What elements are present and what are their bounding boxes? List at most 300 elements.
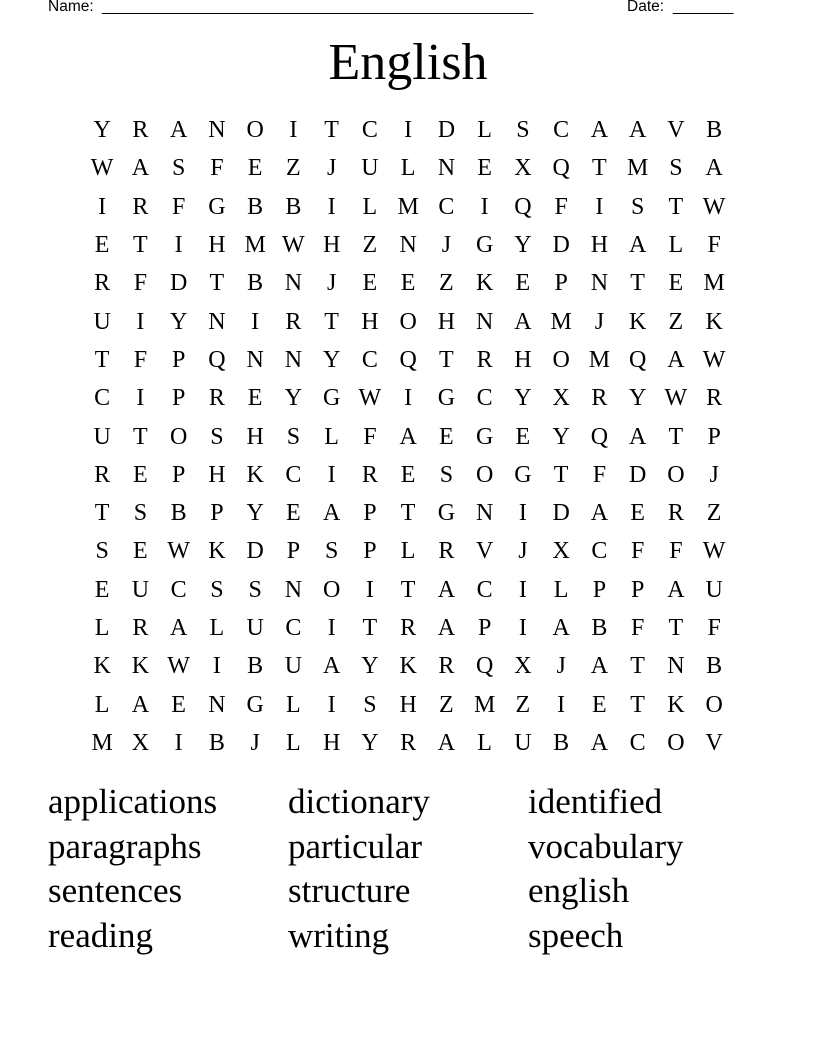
grid-letter: R (94, 270, 111, 297)
grid-letter: G (437, 500, 456, 527)
grid-letter: R (591, 385, 608, 412)
word-bank-item: reading (48, 916, 153, 956)
grid-letter: C (476, 385, 493, 412)
grid-row (83, 685, 733, 723)
grid-letter: I (289, 117, 298, 144)
grid-letter: E (247, 385, 263, 412)
grid-letter: Y (361, 653, 379, 680)
grid-letter: B (706, 653, 723, 680)
grid-letter: G (322, 385, 341, 412)
grid-letter: K (705, 308, 723, 335)
grid-letter: O (475, 461, 494, 488)
grid-letter: C (361, 346, 378, 373)
word-bank-item: applications (48, 782, 218, 821)
grid-letter: W (702, 538, 726, 565)
grid-letter: F (592, 461, 607, 488)
grid-letter: Q (590, 423, 609, 450)
word-bank-item: english (528, 871, 630, 911)
grid-letter: O (667, 461, 685, 488)
grid-letter: Z (439, 691, 454, 718)
grid-letter: J (556, 653, 566, 680)
grid-letter: L (324, 423, 339, 450)
grid-letter: D (552, 232, 570, 259)
grid-letter: P (363, 538, 377, 565)
grid-letter: S (248, 576, 262, 603)
grid-letter: E (515, 423, 531, 450)
grid-letter: T (362, 615, 378, 641)
grid-letter: P (363, 500, 377, 527)
grid-letter: G (475, 423, 494, 450)
grid-letter: S (439, 461, 454, 488)
grid-letter: J (594, 308, 605, 335)
grid-letter: Y (361, 729, 379, 756)
grid-letter: Z (362, 232, 378, 259)
grid-letter: R (361, 461, 378, 488)
grid-letter: W (358, 385, 382, 412)
grid-letter: R (132, 193, 149, 220)
grid-row (83, 532, 733, 570)
grid-letter: Y (514, 385, 532, 412)
grid-letter: P (707, 423, 721, 450)
grid-letter: A (514, 308, 532, 335)
grid-letter: I (365, 576, 374, 603)
grid-letter: C (591, 538, 608, 565)
grid-letter: T (592, 155, 607, 182)
grid-letter: J (250, 729, 260, 756)
grid-letter: B (208, 729, 225, 756)
grid-letter: C (285, 615, 302, 641)
grid-letter: Y (628, 385, 647, 412)
grid-letter: O (399, 308, 417, 335)
name-label: Name: (48, 0, 94, 15)
grid-letter: A (437, 615, 456, 641)
grid-letter: S (630, 193, 645, 220)
grid-letter: B (247, 653, 264, 680)
grid-letter: P (592, 576, 607, 603)
grid-letter: T (400, 500, 416, 527)
word-bank-item: speech (528, 916, 624, 956)
grid-letter: R (706, 385, 723, 412)
grid-letter: L (362, 193, 378, 220)
grid-letter: I (518, 500, 527, 527)
grid-letter: E (630, 500, 645, 527)
grid-letter: A (628, 117, 647, 144)
grid-letter: N (475, 308, 494, 335)
grid-letter: U (514, 729, 532, 756)
grid-letter: A (667, 576, 685, 603)
grid-letter: C (94, 385, 111, 412)
grid-letter: Z (668, 308, 684, 335)
word-bank-item: structure (288, 871, 411, 911)
grid-letter: T (668, 615, 684, 641)
grid-letter: I (557, 691, 566, 718)
grid-letter: S (95, 538, 109, 565)
grid-letter: P (630, 576, 645, 603)
word-bank-item: particular (288, 826, 423, 866)
grid-letter: O (667, 729, 685, 756)
grid-letter: A (705, 155, 723, 182)
grid-letter: O (552, 346, 570, 373)
grid-row (83, 264, 733, 302)
grid-letter: Q (514, 193, 532, 220)
grid-letter: W (702, 193, 726, 220)
grid-row (83, 647, 733, 685)
grid-letter: U (131, 576, 150, 603)
grid-letter: E (133, 461, 148, 488)
grid-letter: M (588, 346, 611, 373)
grid-letter: B (285, 193, 302, 220)
grid-letter: T (630, 653, 645, 680)
grid-letter: Q (475, 653, 494, 680)
grid-letter: C (553, 117, 570, 144)
grid-letter: I (595, 193, 604, 220)
grid-letter: A (437, 729, 456, 756)
grid-letter: A (131, 155, 150, 182)
grid-letter: T (94, 500, 110, 527)
grid-letter: N (246, 346, 264, 373)
grid-letter: E (247, 155, 263, 182)
grid-letter: A (399, 423, 417, 450)
grid-letter: G (475, 232, 494, 259)
grid-letter: I (327, 193, 336, 220)
grid-letter: D (437, 117, 456, 144)
grid-letter: I (212, 653, 221, 680)
grid-letter: N (208, 308, 226, 335)
grid-letter: E (400, 270, 416, 297)
grid-letter: V (705, 729, 723, 756)
grid-letter: Z (439, 270, 454, 297)
grid-letter: S (171, 155, 186, 182)
grid-letter: M (397, 193, 419, 220)
grid-letter: F (133, 346, 148, 373)
grid-letter: G (246, 691, 264, 718)
grid-letter: H (322, 232, 341, 259)
grid-letter: K (628, 308, 647, 335)
grid-letter: N (590, 270, 609, 297)
grid-letter: T (668, 423, 684, 450)
grid-letter: L (400, 155, 416, 182)
grid-letter: Y (552, 423, 570, 450)
grid-letter: H (322, 729, 341, 756)
grid-letter: O (705, 691, 723, 718)
grid-letter: A (590, 500, 609, 527)
grid-letter: H (399, 691, 417, 718)
grid-letter: I (480, 193, 489, 220)
grid-letter: Y (284, 385, 303, 412)
grid-letter: L (94, 691, 110, 718)
grid-letter: Q (399, 346, 417, 373)
grid-letter: F (363, 423, 377, 450)
grid-letter: I (136, 308, 145, 335)
grid-letter: F (707, 232, 721, 259)
grid-row (83, 571, 733, 609)
grid-letter: L (286, 691, 301, 718)
grid-letter: F (669, 538, 683, 565)
grid-row (83, 379, 733, 417)
grid-letter: E (94, 576, 110, 603)
grid-letter: M (244, 232, 266, 259)
grid-letter: K (208, 538, 226, 565)
grid-letter: T (324, 117, 339, 144)
grid-letter: E (94, 232, 110, 259)
grid-row (83, 609, 733, 647)
grid-letter: E (477, 155, 492, 182)
grid-letter: A (322, 500, 341, 527)
grid-letter: A (169, 615, 188, 641)
grid-letter: G (514, 461, 532, 488)
grid-letter: I (136, 385, 145, 412)
name-blank: __________________________________________________ (102, 0, 534, 15)
grid-letter: G (437, 385, 456, 412)
grid-row (83, 188, 733, 226)
grid-letter: E (592, 691, 607, 718)
grid-letter: A (322, 653, 341, 680)
grid-letter: T (439, 346, 454, 373)
grid-letter: P (286, 538, 301, 565)
grid-letter: H (514, 346, 532, 373)
grid-letter: Z (706, 500, 722, 527)
grid-letter: G (208, 193, 226, 220)
grid-letter: A (590, 729, 609, 756)
grid-letter: R (438, 538, 455, 565)
grid-letter: Q (552, 155, 570, 182)
grid-letter: H (361, 308, 379, 335)
grid-letter: B (170, 500, 187, 527)
grid-letter: W (167, 538, 190, 565)
grid-letter: F (707, 615, 721, 641)
grid-letter: D (169, 270, 188, 297)
grid-letter: C (170, 576, 187, 603)
grid-letter: I (174, 729, 183, 756)
grid-letter: C (438, 193, 455, 220)
grid-letter: R (208, 385, 225, 412)
grid-letter: A (628, 232, 647, 259)
grid-letter: N (284, 270, 303, 297)
grid-letter: I (404, 385, 413, 412)
grid-letter: D (552, 500, 570, 527)
grid-row (83, 494, 733, 532)
grid-letter: N (208, 117, 226, 144)
grid-letter: P (477, 615, 492, 641)
word-bank-item: vocabulary (528, 826, 684, 866)
grid-letter: L (286, 729, 301, 756)
grid-letter: Y (322, 346, 341, 373)
grid-letter: H (208, 232, 226, 259)
word-bank-item: writing (288, 916, 390, 956)
grid-letter: T (668, 193, 684, 220)
grid-letter: Z (286, 155, 301, 182)
grid-letter: U (246, 615, 264, 641)
grid-row (83, 456, 733, 494)
grid-letter: U (361, 155, 379, 182)
grid-letter: R (400, 729, 417, 756)
word-bank-item: identified (528, 782, 663, 821)
grid-letter: T (630, 270, 645, 297)
grid-row (83, 226, 733, 264)
grid-letter: R (438, 653, 455, 680)
grid-letter: D (246, 538, 264, 565)
grid-letter: Q (628, 346, 647, 373)
grid-letter: R (400, 615, 417, 641)
grid-letter: M (550, 308, 572, 335)
grid-letter: S (324, 538, 339, 565)
grid-letter: E (515, 270, 531, 297)
grid-letter: L (209, 615, 225, 641)
grid-letter: I (518, 615, 527, 641)
grid-letter: L (553, 576, 569, 603)
grid-letter: P (171, 346, 186, 373)
grid-letter: P (171, 461, 186, 488)
grid-letter: U (93, 308, 111, 335)
grid-letter: N (208, 691, 226, 718)
grid-letter: A (552, 615, 570, 641)
grid-letter: P (210, 500, 224, 527)
grid-letter: J (518, 538, 528, 565)
grid-letter: W (282, 232, 305, 259)
grid-letter: B (706, 117, 723, 144)
grid-letter: A (628, 423, 647, 450)
grid-letter: Y (93, 117, 111, 144)
grid-letter: F (630, 538, 645, 565)
grid-letter: H (208, 461, 226, 488)
grid-letter: Z (515, 691, 531, 718)
grid-letter: Y (169, 308, 188, 335)
grid-letter: T (553, 461, 569, 488)
grid-letter: I (327, 461, 336, 488)
grid-letter: P (554, 270, 568, 297)
grid-letter: N (399, 232, 417, 259)
letter-grid (83, 111, 733, 762)
grid-letter: V (475, 538, 494, 565)
grid-letter: F (133, 270, 148, 297)
grid-letter: N (437, 155, 456, 182)
grid-letter: K (246, 461, 264, 488)
grid-letter: B (553, 729, 570, 756)
page-title: English (328, 34, 488, 91)
grid-letter: H (590, 232, 609, 259)
grid-letter: M (473, 691, 496, 718)
grid-letter: H (246, 423, 264, 450)
grid-letter: V (667, 117, 685, 144)
grid-letter: I (327, 615, 336, 641)
grid-letter: A (590, 653, 609, 680)
grid-letter: L (400, 538, 416, 565)
grid-row (83, 111, 733, 149)
grid-letter: E (400, 461, 416, 488)
grid-letter: F (554, 193, 568, 220)
grid-letter: R (132, 615, 149, 641)
grid-letter: E (133, 538, 148, 565)
grid-row (83, 341, 733, 379)
date-label: Date: (627, 0, 665, 15)
word-bank-item: sentences (48, 871, 183, 911)
grid-letter: S (210, 576, 224, 603)
grid-letter: O (246, 117, 264, 144)
grid-letter: T (630, 691, 645, 718)
grid-letter: C (285, 461, 302, 488)
grid-letter: B (247, 270, 264, 297)
grid-letter: X (131, 729, 150, 756)
grid-letter: U (93, 423, 111, 450)
grid-letter: Y (514, 232, 532, 259)
grid-letter: J (709, 461, 719, 488)
grid-letter: R (94, 461, 111, 488)
grid-letter: N (475, 500, 494, 527)
grid-letter: L (477, 729, 492, 756)
word-bank-item: paragraphs (48, 826, 202, 866)
grid-letter: T (133, 423, 148, 450)
grid-letter: R (285, 308, 302, 335)
grid-row (83, 302, 733, 340)
grid-letter: R (667, 500, 684, 527)
grid-letter: B (591, 615, 608, 641)
grid-letter: Q (208, 346, 226, 373)
grid-row (83, 149, 733, 187)
grid-letter: L (668, 232, 684, 259)
grid-letter: C (476, 576, 493, 603)
grid-letter: E (362, 270, 378, 297)
grid-letter: A (131, 691, 150, 718)
grid-letter: I (518, 576, 527, 603)
grid-letter: J (441, 232, 452, 259)
grid-letter: N (284, 576, 303, 603)
grid-letter: I (404, 117, 413, 144)
grid-letter: D (628, 461, 647, 488)
grid-row (83, 724, 733, 762)
grid-letter: H (437, 308, 456, 335)
grid-letter: X (514, 653, 532, 680)
grid-letter: S (516, 117, 530, 144)
grid-letter: N (284, 346, 303, 373)
grid-letter: E (171, 691, 186, 718)
grid-letter: C (361, 117, 378, 144)
grid-letter: X (552, 385, 570, 412)
grid-letter: W (90, 155, 114, 182)
grid-letter: W (167, 653, 190, 680)
grid-letter: I (251, 308, 260, 335)
grid-letter: K (131, 653, 150, 680)
grid-letter: L (94, 615, 110, 641)
grid-letter: J (326, 155, 337, 182)
grid-letter: F (171, 193, 186, 220)
grid-letter: O (322, 576, 341, 603)
grid-row (83, 417, 733, 455)
grid-letter: K (667, 691, 685, 718)
grid-letter: X (552, 538, 570, 565)
grid-letter: B (247, 193, 264, 220)
grid-letter: I (327, 691, 336, 718)
grid-letter: S (210, 423, 224, 450)
grid-letter: T (324, 308, 339, 335)
grid-letter: A (437, 576, 456, 603)
grid-letter: X (514, 155, 532, 182)
grid-letter: A (590, 117, 609, 144)
grid-letter: W (664, 385, 688, 412)
grid-letter: T (209, 270, 225, 297)
grid-letter: F (630, 615, 645, 641)
grid-letter: C (629, 729, 646, 756)
grid-letter: I (174, 232, 183, 259)
grid-letter: R (476, 346, 493, 373)
date-blank: _______ (673, 0, 734, 15)
grid-letter: T (400, 576, 416, 603)
grid-letter: M (91, 729, 113, 756)
grid-letter: R (132, 117, 149, 144)
grid-letter: L (477, 117, 492, 144)
grid-letter: J (326, 270, 337, 297)
grid-letter: I (98, 193, 107, 220)
grid-letter: S (669, 155, 683, 182)
